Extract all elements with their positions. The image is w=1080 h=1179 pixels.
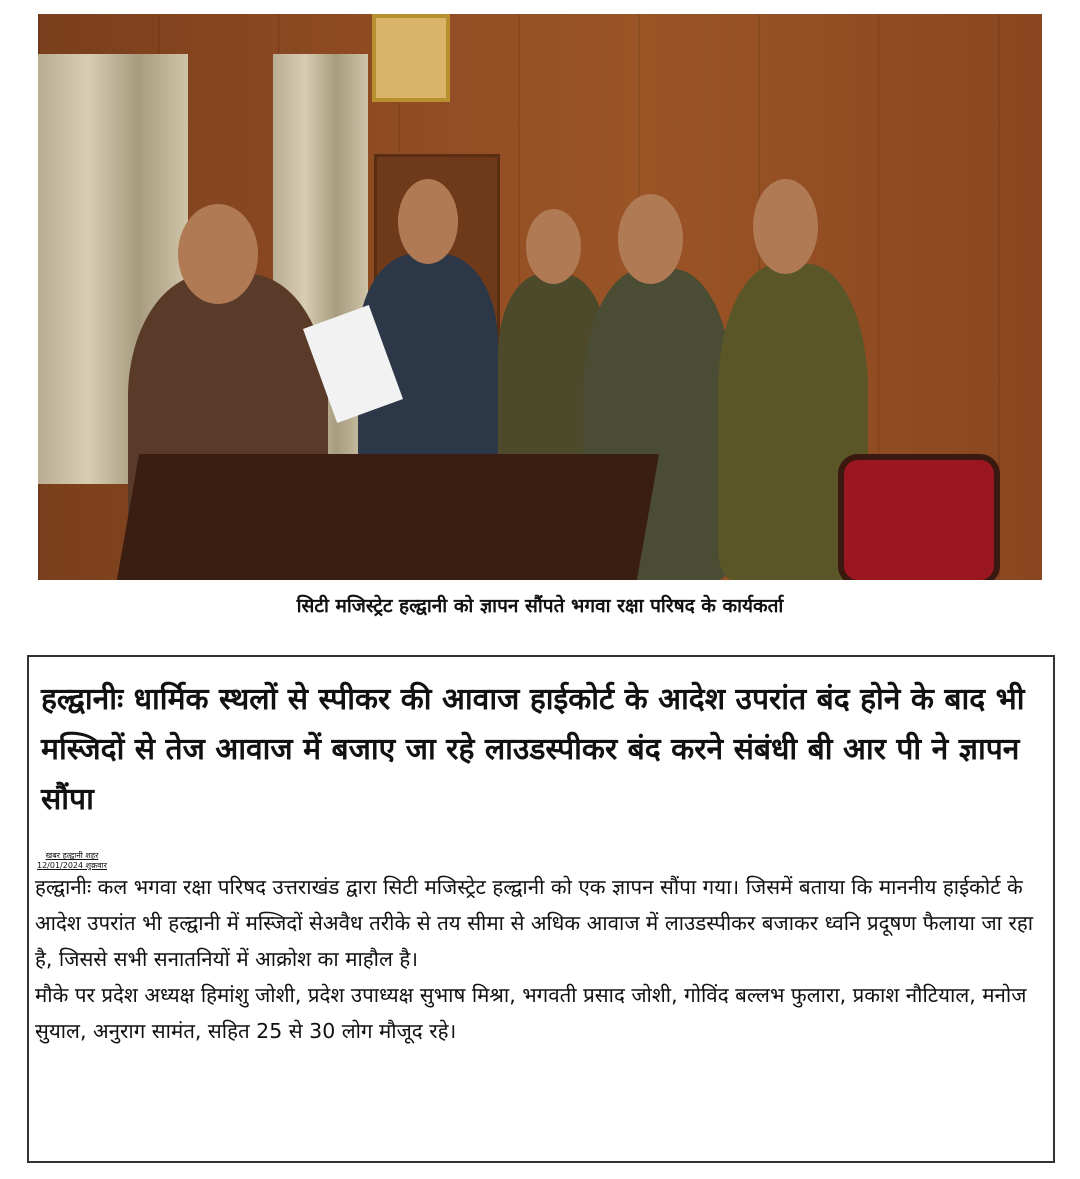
article-paragraph: हल्द्वानीः कल भगवा रक्षा परिषद उत्तराखंड द्वारा सिटी मजिस्ट्रेट हल्द्वानी को एक ज्ञापन सौंपा गया। जिसमें बताया कि माननीय हाईकोर्ट के आदेश उपरांत भी हल्द्वानी में मस्जिदों सेअवैध तरीके से तय सीमा से अधिक आवाज में लाउडस्पीकर बजाकर ध्वनि प्रदूषण फैलाया जा रहा है, जिससे सभी सनातनियों में आक्रोश का माहौल है। xyxy=(35,875,1034,971)
article-paragraph: मौके पर प्रदेश अध्यक्ष हिमांशु जोशी, प्रदेश उपाध्यक्ष सुभाष मिश्रा, भगवती प्रसाद जोशी, गोविंद बल्लभ फुलारा, प्रकाश नौटियाल, मनोज सुयाल, अनुराग सामंत, सहित 25 से 30 लोग मौजूद रहे। xyxy=(35,983,1027,1043)
desk xyxy=(117,454,659,580)
source-name: खबर हल्द्वानी शहर xyxy=(45,851,99,860)
article-headline: हल्द्वानीः धार्मिक स्थलों से स्पीकर की आवाज हाईकोर्ट के आदेश उपरांत बंद होने के बाद भी मस्जिदों से तेज आवाज में बजाए जा रहे लाउडस्पीकर बंद करने संबंधी बी आर पी ने ज्ञापन सौंपा xyxy=(41,682,1025,817)
person-head xyxy=(526,209,581,284)
article-body xyxy=(35,869,1053,1049)
source-dateline xyxy=(37,851,107,871)
red-chair xyxy=(838,454,1000,580)
person-head xyxy=(178,204,258,304)
portrait-frame xyxy=(372,14,450,102)
person-head xyxy=(753,179,818,274)
photo-caption: सिटी मजिस्ट्रेट हल्द्वानी को ज्ञापन सौंपते भगवा रक्षा परिषद के कार्यकर्ता xyxy=(296,595,784,617)
person-head xyxy=(398,179,458,264)
person-head xyxy=(618,194,683,284)
publish-date: 12/01/2024 शुक्रवार xyxy=(37,861,108,870)
news-photo xyxy=(38,14,1042,580)
article-box xyxy=(27,655,1055,1163)
